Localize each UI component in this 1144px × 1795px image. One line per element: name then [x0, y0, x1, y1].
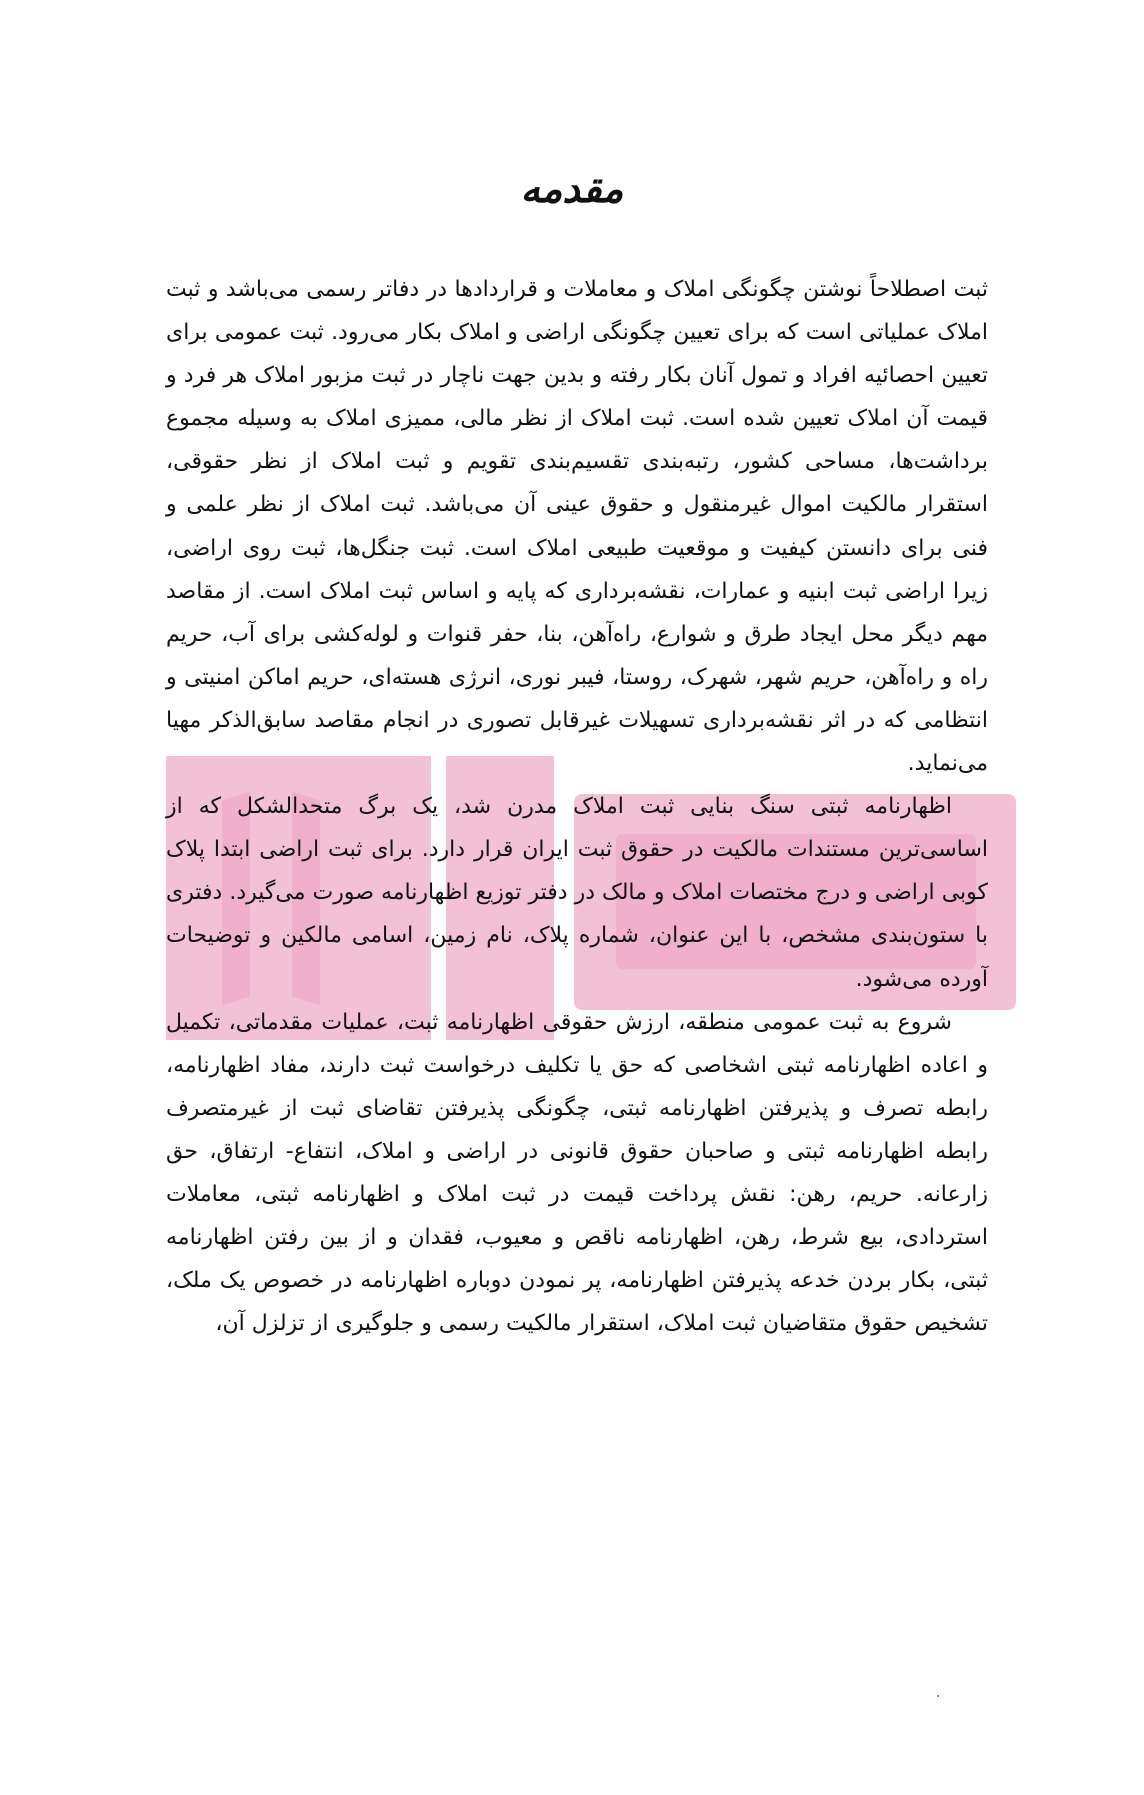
document-body: [166, 268, 988, 1345]
page-mark: [937, 1695, 939, 1697]
paragraph-3: شروع به ثبت عمومی منطقه، ارزش حقوقی اظهارنامه ثبت، عملیات مقدماتی، تکمیل و اعاده اظهارنامه ثبتی اشخاصی که حق یا تکلیف درخواست ثبت دارند، مفاد اظهارنامه، رابطه تصرف و پذیرفتن اظهارنامه ثبتی، چگونگی پذیرفتن تقاضای ثبت از غیرمتصرف رابطه اظهارنامه ثبتی و صاحبان حقوق قانونی در اراضی و املاک، انتفاع- ارتفاق، حق زارعانه. حریم، رهن: نقش پرداخت قیمت در ثبت املاک و اظهارنامه ثبتی، معاملات استردادی، بیع شرط، رهن، اظهارنامه ناقص و معیوب، فقدان و از بین رفتن اظهارنامه ثبتی، بکار بردن خدعه پذیرفتن اظهارنامه، پر نمودن دوباره اظهارنامه در خصوص یک ملک، تشخیص حقوق متقاضیان ثبت املاک، استقرار مالکیت رسمی و جلوگیری از تزلزل آن،: [166, 1009, 988, 1337]
paragraph-2: اظهارنامه ثبتی سنگ بنایی ثبت املاک مدرن شد، یک برگ متحدالشکل که از اساسی‌ترین مستندات مالکیت در حقوق ثبت ایران قرار دارد. برای ثبت اراضی ابتدا پلاک کوبی اراضی و درج مختصات املاک و مالک در دفتر توزیع اظهارنامه صورت می‌گیرد. دفتری با ستون‌بندی مشخص، با این عنوان، شماره پلاک، نام زمین، اسامی مالکین و توضیحات آورده می‌شود.: [166, 794, 988, 992]
page-heading: مقدمه: [520, 166, 624, 212]
paragraph-1: ثبت اصطلاحاً نوشتن چگونگی املاک و معاملات و قراردادها در دفاتر رسمی می‌باشد و ثبت املاک عملیاتی است که برای تعیین چگونگی اراضی و املاک بکار می‌رود. ثبت عمومی برای تعیین احصائیه افراد و تمول آنان بکار رفته و بدین جهت ناچار در ثبت مزبور املاک هر فرد و قیمت آن املاک تعیین شده است. ثبت املاک از نظر مالی، ممیزی املاک به وسیله مجموع برداشت‌ها، مساحی کشور، رتبه‌بندی تقسیم‌بندی تقویم و ثبت املاک از نظر حقوقی، استقرار مالکیت اموال غیرمنقول و حقوق عینی آن می‌باشد. ثبت املاک از نظر علمی و فنی برای دانستن کیفیت و موقعیت طبیعی املاک است. ثبت جنگل‌ها، ثبت روی اراضی، زیرا اراضی ثبت ابنیه و عمارات، نقشه‌برداری که پایه و اساس ثبت املاک است. از مقاصد مهم دیگر محل ایجاد طرق و شوارع، راه‌آهن، بنا، حفر قنوات و لوله‌کشی برای آب، حریم راه و راه‌آهن، حریم شهر، شهرک، روستا، فیبر نوری، انرژی هسته‌ای، حریم اماکن امنیتی و انتظامی که در اثر نقشه‌برداری تسهیلات غیرقابل تصوری در انجام مقاصد سابق‌الذکر مهیا می‌نماید.: [166, 277, 988, 777]
